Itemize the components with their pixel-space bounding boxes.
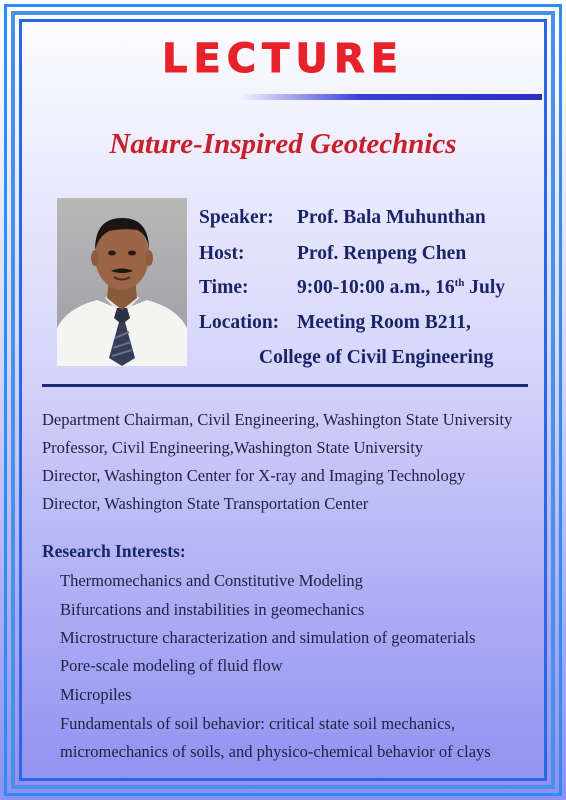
speaker-photo [57, 198, 187, 366]
time-month: July [464, 277, 506, 298]
research-item: Thermomechanics and Constitutive Modeling [60, 571, 363, 590]
location-room: Meeting Room B211, [297, 312, 471, 333]
host-label: Host: [199, 243, 245, 264]
host-name: Prof. Renpeng Chen [297, 243, 467, 264]
research-item: Microstructure characterization and simulation of geomaterials [60, 628, 476, 647]
section-divider [42, 384, 528, 387]
location-label: Location: [199, 312, 280, 333]
poster-title: LECTURE [161, 36, 405, 82]
bio-line: Department Chairman, Civil Engineering, Washington State University [42, 410, 513, 429]
bio-line: Director, Washington Center for X-ray and Imaging Technology [42, 466, 466, 485]
time-value [297, 277, 505, 299]
research-item: Fundamentals of soil behavior: critical state soil mechanics, [60, 714, 455, 733]
time-label: Time: [199, 277, 249, 298]
bio-line: Professor, Civil Engineering,Washington State University [42, 438, 424, 457]
time-ordinal: th [454, 277, 465, 289]
bio-line: Director, Washington State Transportation Center [42, 494, 369, 513]
research-interests-heading: Research Interests: [42, 541, 186, 561]
speaker-name: Prof. Bala Muhunthan [297, 207, 486, 228]
poster-frame-outer [4, 4, 562, 796]
title-underline-bar [240, 94, 542, 100]
lecture-topic: Nature-Inspired Geotechnics [109, 128, 457, 160]
research-item: Micropiles [60, 685, 132, 704]
research-item: Pore-scale modeling of fluid flow [60, 656, 283, 675]
location-college: College of Civil Engineering [259, 347, 494, 368]
research-item: Bifurcations and instabilities in geomechanics [60, 600, 365, 619]
time-text: 9:00-10:00 a.m., 16 [297, 277, 455, 298]
research-item: micromechanics of soils, and physico-chemical behavior of clays [60, 742, 491, 761]
speaker-label: Speaker: [199, 207, 274, 228]
